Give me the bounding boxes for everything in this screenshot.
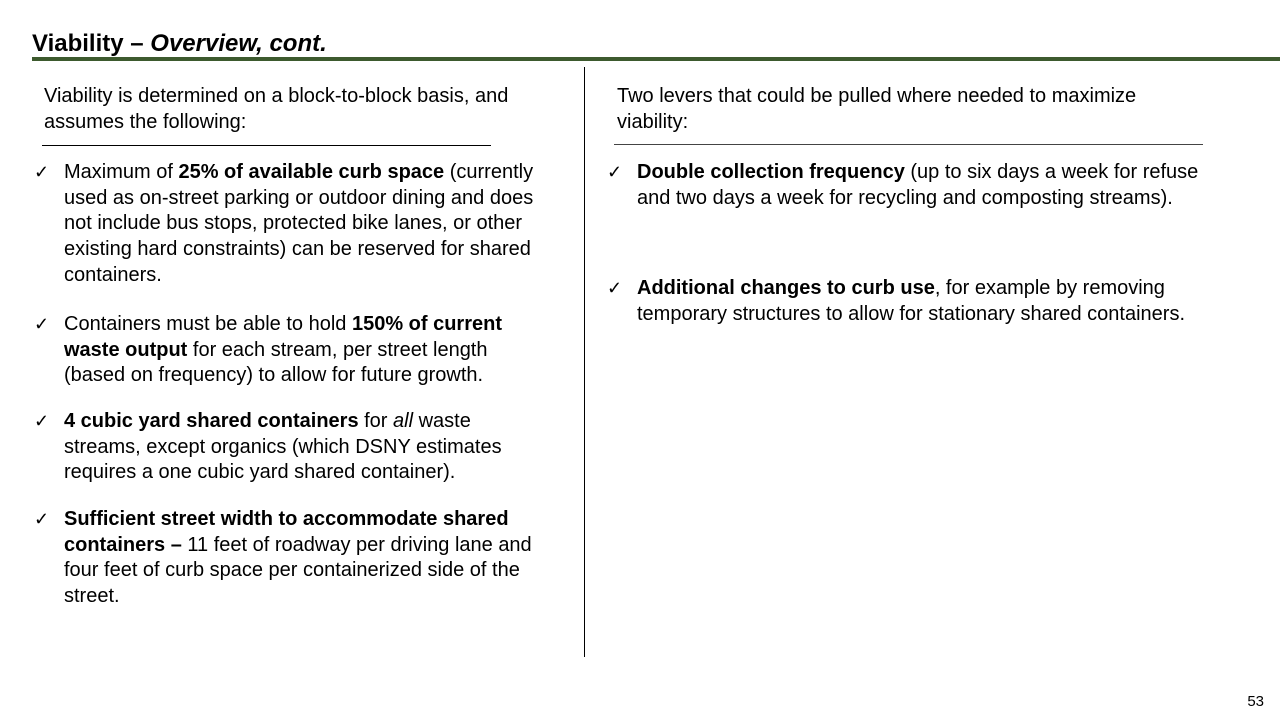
checkmark-icon: ✓ xyxy=(34,411,50,431)
bullet-text xyxy=(64,312,544,389)
slide-title xyxy=(32,29,327,59)
bullet-text xyxy=(64,409,544,486)
bold-run: Double collection frequency xyxy=(637,161,905,183)
bullet-text xyxy=(637,160,1237,211)
text-run: for xyxy=(358,410,394,432)
text-run: (up to six days a week for refuse and two days a week for recycling and composting streams). xyxy=(637,161,1199,209)
bold-run: 4 cubic yard shared containers xyxy=(64,410,359,432)
left-intro: Viability is determined on a block-to-block basis, and assumes the following: xyxy=(44,85,509,133)
text-run: for each stream, per street length (based on frequency) to allow for future growth. xyxy=(64,338,488,387)
column-divider xyxy=(584,67,585,657)
italic-run: all xyxy=(393,410,414,432)
title-underline xyxy=(32,57,1280,61)
text-run: 11 feet of roadway per driving lane and four feet of curb space per containerized side of the street. xyxy=(64,533,532,608)
text-run: (currently used as on-street parking or outdoor dining and does not include bus stops, protected bike lanes, or other existing hard constraints) can be reserved for shared containers. xyxy=(64,161,534,286)
bold-run: 150% of current waste output xyxy=(64,313,503,361)
text-run: Maximum of xyxy=(64,161,179,183)
bold-run: 25% of available curb space xyxy=(178,161,445,183)
page-number: 53 xyxy=(1247,693,1264,710)
left-intro-rule xyxy=(42,145,491,146)
checkmark-icon: ✓ xyxy=(34,162,50,182)
text-run: Containers must be able to hold xyxy=(64,313,352,335)
checkmark-icon: ✓ xyxy=(607,162,623,182)
bullet-text xyxy=(637,276,1237,327)
right-intro-rule xyxy=(614,144,1203,145)
bold-run: Additional changes to curb use xyxy=(637,277,935,299)
text-run: , for example by removing temporary structures to allow for stationary shared containers. xyxy=(637,277,1186,325)
right-intro: Two levers that could be pulled where needed to maximize viability: xyxy=(617,85,1137,133)
text-run: waste streams, except organics (which DSNY estimates requires a one cubic yard shared container). xyxy=(64,410,502,484)
bullet-text xyxy=(64,160,544,289)
bold-run: Sufficient street width to accommodate shared containers – xyxy=(64,508,509,556)
bullet-text xyxy=(64,507,544,610)
checkmark-icon: ✓ xyxy=(607,278,623,298)
title-italic: Overview, cont. xyxy=(150,30,327,57)
checkmark-icon: ✓ xyxy=(34,509,50,529)
title-main: Viability – xyxy=(32,30,151,57)
checkmark-icon: ✓ xyxy=(34,314,50,334)
